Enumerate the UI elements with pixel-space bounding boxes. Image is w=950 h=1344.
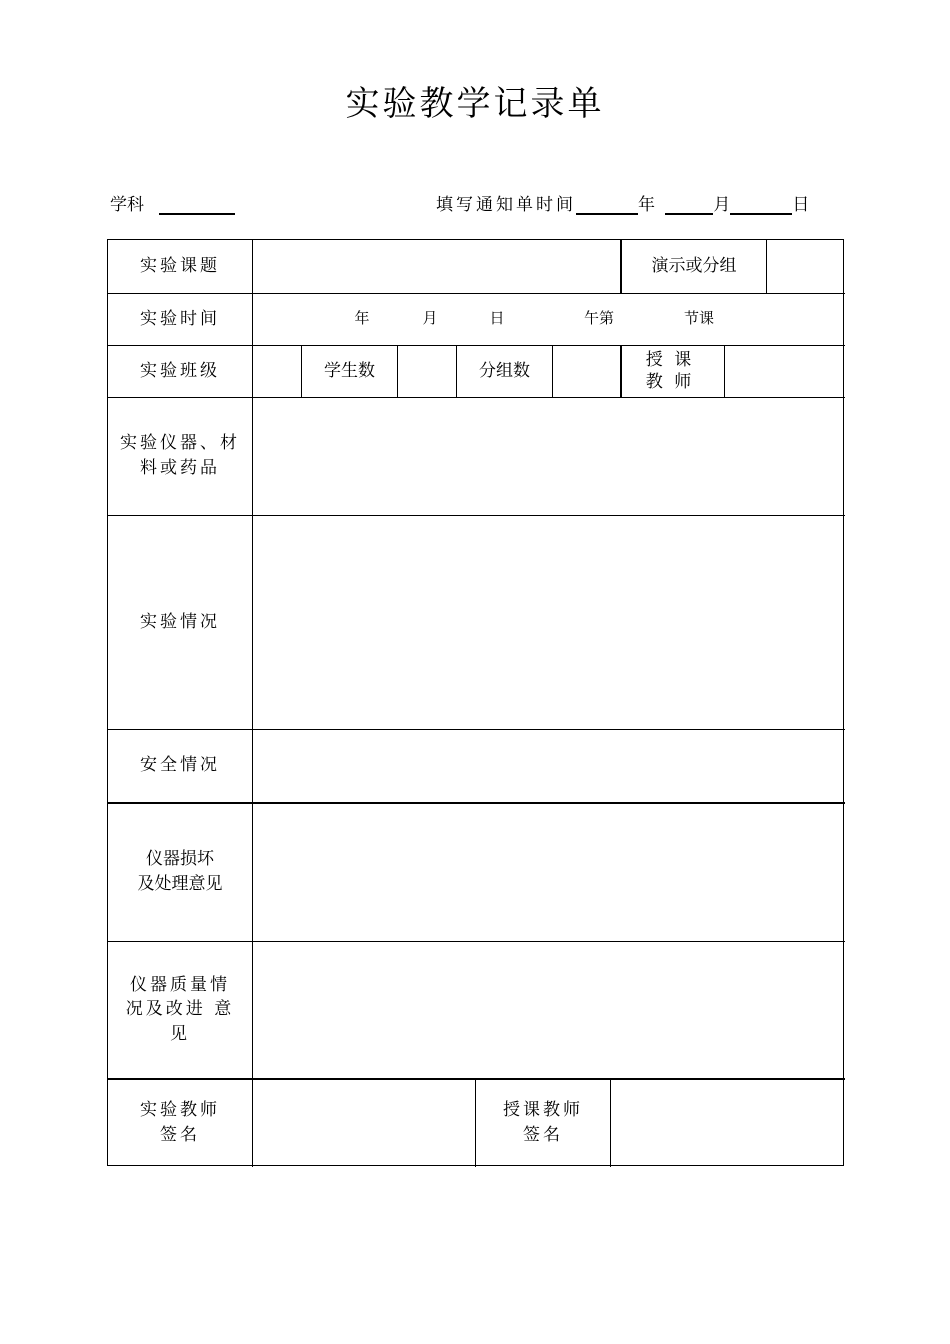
lec-teacher-signature-input[interactable] (611, 1078, 845, 1167)
subject-field (110, 190, 235, 215)
subject-label: 学科 (110, 195, 144, 215)
lec-teacher-label-line: 授课教师 (503, 1099, 583, 1120)
students-label: 学生数 (324, 360, 375, 381)
materials-label-line: 料或药品 (140, 458, 220, 478)
quality-label-line: 仪器质量情 (130, 974, 230, 995)
teacher-label-line: 授 课 (645, 349, 695, 370)
notice-time-field (436, 190, 809, 215)
safety-label: 安全情况 (140, 755, 220, 776)
subject-blank[interactable] (159, 195, 235, 215)
year-blank[interactable] (576, 195, 638, 215)
teacher-label (622, 345, 718, 397)
topic-input[interactable] (253, 240, 620, 293)
materials-label-line: 实验仪器、材 (120, 433, 240, 454)
quality-label (108, 941, 252, 1078)
topic-label: 实验课题 (140, 256, 220, 277)
time-period-text: 午第 (583, 309, 614, 328)
damage-label-line: 及处理意见 (137, 873, 223, 894)
time-year-unit: 年 (354, 309, 370, 328)
exp-teacher-signature-label (108, 1078, 252, 1167)
damage-label (108, 802, 252, 941)
class-input[interactable] (253, 345, 301, 397)
safety-input[interactable] (253, 729, 845, 802)
damage-input[interactable] (253, 802, 845, 941)
notice-time-label: 填写通知单时间 (436, 195, 576, 215)
month-blank[interactable] (665, 195, 713, 215)
record-form-table (107, 239, 844, 1166)
groups-label: 分组数 (479, 360, 530, 381)
demo-group-label: 演示或分组 (651, 256, 737, 277)
groups-input[interactable] (553, 345, 620, 397)
time-lesson-text: 节课 (683, 309, 714, 328)
demo-group-input[interactable] (767, 240, 845, 293)
class-label: 实验班级 (140, 360, 220, 381)
quality-label-line: 见 (170, 1023, 190, 1044)
damage-label-line: 仪器损坏 (146, 848, 214, 869)
materials-label (108, 397, 252, 515)
time-month-unit: 月 (422, 309, 438, 328)
page-title: 实验教学记录单 (345, 84, 605, 124)
year-unit: 年 (638, 195, 655, 215)
lec-teacher-label-line: 签名 (523, 1124, 563, 1145)
lec-teacher-signature-label (476, 1078, 610, 1167)
month-unit: 月 (713, 195, 731, 215)
materials-input[interactable] (253, 397, 845, 515)
students-input[interactable] (398, 345, 456, 397)
time-label: 实验时间 (140, 308, 220, 329)
teacher-input[interactable] (725, 345, 845, 397)
quality-label-line: 况及改进 意 (125, 999, 235, 1020)
exp-teacher-label-line: 实验教师 (140, 1099, 220, 1120)
situation-label: 实验情况 (140, 611, 220, 632)
time-day-unit: 日 (489, 309, 505, 328)
quality-input[interactable] (253, 941, 845, 1078)
teacher-label-line: 教 师 (645, 372, 695, 392)
day-unit: 日 (792, 195, 810, 215)
day-blank[interactable] (730, 195, 792, 215)
situation-input[interactable] (253, 515, 845, 729)
exp-teacher-label-line: 签名 (160, 1124, 200, 1145)
exp-teacher-signature-input[interactable] (253, 1078, 475, 1167)
